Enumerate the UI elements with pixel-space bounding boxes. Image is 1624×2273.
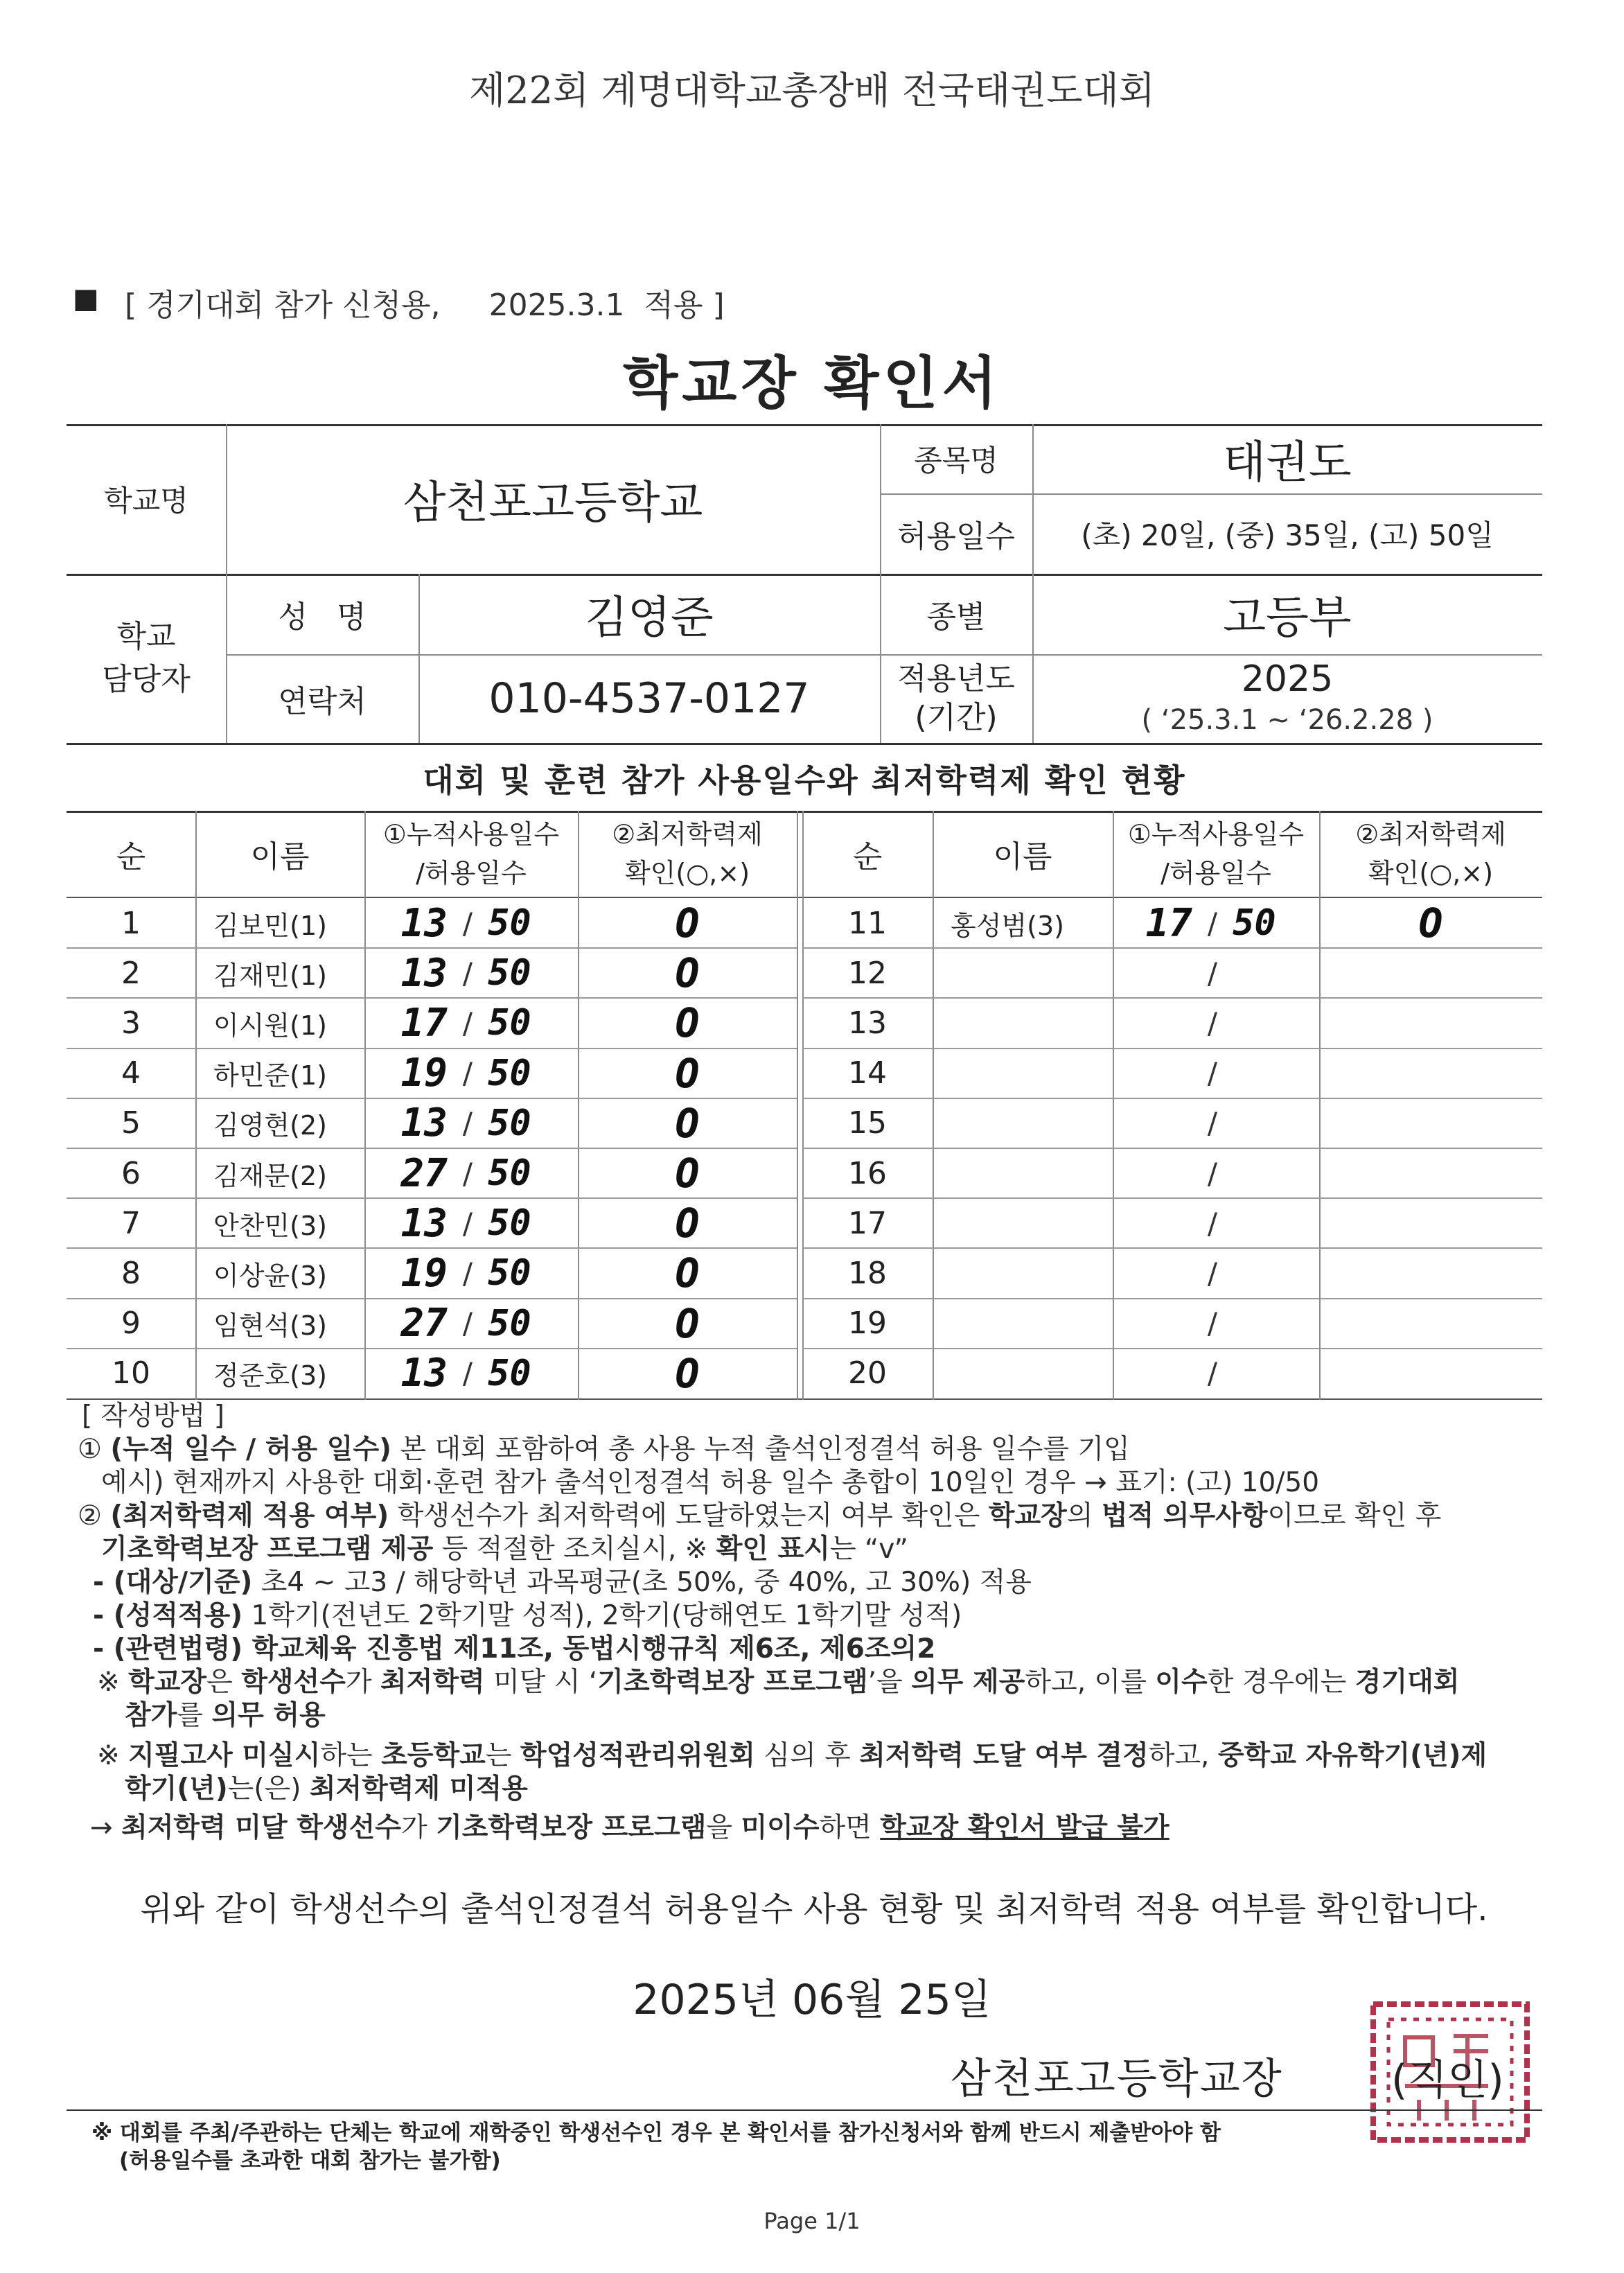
school-value: 삼천포고등학교 [403,477,703,529]
slash-separator: / [1207,1056,1218,1091]
used-days: 13 [400,1351,448,1396]
form-meta-bullet: ■ [73,283,99,315]
row-1-name: 김보민(1) [213,910,327,941]
allowed-days: 50 [488,1052,531,1094]
remark-2-c: 하는 [320,1740,382,1771]
row-7-check: O [675,1200,700,1247]
note-1-bold: (누적 일수 / 허용 일수) [110,1434,391,1465]
slash-separator: / [462,1006,473,1040]
name-label: 성 명 [278,599,367,635]
row-11-name: 홍성범(3) [951,910,1064,941]
col-header-no-left: 순 [116,839,146,875]
row-18-number: 18 [848,1255,887,1291]
slash-separator: / [1207,1106,1218,1141]
row-16-name [933,1148,1113,1198]
year-period: ( ‘25.3.1 ~ ‘26.2.28 ) [1141,704,1433,736]
row-5-name: 김영현(2) [213,1110,327,1141]
note-2-bold-2: 학교장 [988,1500,1067,1532]
note-2 [78,1500,1441,1533]
row-9-check: O [675,1299,700,1347]
col-header-name-left: 이름 [250,839,310,875]
used-days: 13 [400,1200,448,1246]
phone-label: 연락처 [278,684,367,719]
detail-law-text: 학교체육 진흥법 제11조, 동법시행규칙 제6조, 제6조의2 [242,1633,936,1665]
col-header-check-right: ②최저학력제 확인(○,×) [1355,819,1506,888]
col-header-check-left: ②최저학력제 확인(○,×) [612,819,763,888]
row-11-number: 11 [848,905,887,941]
row-18-days [1113,1248,1319,1298]
row-1-check: O [675,899,700,947]
remark-2-j: 중학교 자유학기(년)제 [1217,1740,1488,1771]
row-2-days [364,948,578,998]
remark-2-line-2-b: 는(은) [227,1773,310,1805]
row-1-days [364,898,578,948]
slash-separator: / [1207,1206,1218,1240]
remark-1-f: 최저학력 [380,1667,485,1698]
col-header-days-right: ①누적사용일수 /허용일수 [1127,819,1305,888]
remark-3-h: 학교장 확인서 발급 불가 [880,1812,1170,1843]
remark-3-d: 기초학력보장 프로그램 [436,1812,707,1843]
row-6-days [364,1148,578,1198]
event-value: 태권도 [1223,437,1352,489]
remark-1-g: 미달 시 ‘ [484,1667,598,1698]
row-7-days [364,1198,578,1248]
form-meta-label: [ 경기대회 참가 신청용, 2025.3.1 적용 ] [125,288,725,323]
row-12-name [933,948,1113,998]
used-days: 27 [400,1301,448,1346]
detail-law-bold: - (관련법령) [93,1633,243,1665]
row-10-days [364,1349,578,1398]
detail-law [93,1633,935,1666]
remark-3-g: 하면 [819,1812,881,1843]
row-8-number: 8 [121,1255,141,1291]
row-14-check [1319,1048,1542,1098]
remark-1-m: 한 경우에는 [1207,1667,1355,1698]
slash-separator: / [462,1056,473,1091]
remark-2-i: 하고, [1148,1740,1218,1771]
col-header-name-right: 이름 [993,839,1052,875]
contact-label: 학교 담당자 [102,619,191,697]
row-17-name [933,1198,1113,1248]
allowed-value: (초) 20일, (중) 35일, (고) 50일 [1081,518,1494,552]
allowed-days: 50 [488,1102,531,1144]
slash-separator: / [462,1156,473,1191]
row-13-check [1319,998,1542,1048]
remark-2-d: 초등학교 [381,1740,486,1771]
remark-2-f: 학업성적관리위원회 [520,1740,755,1771]
allowed-days: 50 [488,902,531,945]
footer-line-1: ※ 대회를 주최/주관하는 단체는 학교에 재학중인 학생선수인 경우 본 확인서를 참가신청서와 함께 반드시 제출받아야 함 [91,2121,1221,2145]
allowed-days: 50 [488,1202,531,1245]
row-16-number: 16 [848,1155,887,1191]
col-header-days-left: ①누적사용일수 /허용일수 [382,819,560,888]
event-title: 제22회 계명대학교총장배 전국태권도대회 [469,69,1155,112]
division-value: 고등부 [1223,593,1352,644]
remark-2-h: 최저학력 도달 여부 결정 [859,1740,1149,1771]
row-1-number: 1 [121,905,141,941]
slash-separator: / [462,1356,473,1391]
note-2-line-2-bold-2: 확인 표시 [716,1534,830,1565]
row-20-name [933,1349,1113,1398]
used-days: 19 [400,1051,448,1096]
row-3-number: 3 [121,1005,141,1041]
row-3-check: O [675,999,700,1047]
row-8-check: O [675,1249,700,1297]
note-2-line-2-text-2: 는 “v” [829,1534,908,1565]
row-12-days [1113,948,1319,998]
row-19-days [1113,1299,1319,1349]
slash-separator: / [462,956,473,990]
detail-grades-bold: - (성적적용) [93,1600,243,1631]
note-1-text: 본 대회 포함하여 총 사용 누적 출석인정결석 허용 일수를 기입 [391,1434,1130,1465]
remark-2 [97,1739,1487,1773]
doc-title: 학교장 확인서 [623,351,1001,416]
note-2-text-3: 이므로 확인 후 [1267,1500,1442,1532]
remark-1-e: 가 [345,1667,380,1698]
row-20-check [1319,1349,1542,1398]
row-16-days [1113,1148,1319,1198]
note-2-number: ② [78,1500,102,1532]
remark-3-c: 가 [400,1812,436,1843]
status-title: 대회 및 훈련 참가 사용일수와 최저학력제 확인 현황 [423,762,1186,799]
detail-target-bold: - (대상/기준) [93,1567,253,1598]
remark-3-a: → [90,1812,122,1843]
row-18-name [933,1248,1113,1298]
seal-label: (직인) [1391,2056,1504,2105]
remark-1-d: 학생선수 [241,1667,346,1698]
name-value: 김영준 [585,593,714,644]
table-vline-4 [797,811,798,1400]
remark-1-b: 학교장 [128,1667,207,1698]
row-15-number: 15 [848,1105,887,1141]
allowed-days: 50 [488,1152,531,1195]
row-4-check: O [675,1049,700,1097]
footer-rule [67,2109,1542,2111]
division-label: 종별 [926,599,986,635]
row-10-name: 정준호(3) [213,1360,327,1392]
row-11-days [1113,898,1319,948]
row-17-days [1113,1198,1319,1248]
remark-1-line-2 [125,1699,326,1732]
used-days: 19 [400,1250,448,1296]
row-7-name: 안찬민(3) [213,1210,327,1241]
remark-1 [97,1666,1460,1699]
remark-3-e: 을 [706,1812,741,1843]
detail-target-text: 초4 ~ 고3 / 해당학년 과목평균(초 50%, 중 40%, 고 30%) 적용 [252,1567,1032,1598]
row-4-name: 하민준(1) [213,1060,327,1091]
detail-grades-text: 1학기(전년도 2학기말 성적), 2학기(당해연도 1학기말 성적) [242,1600,962,1631]
allowed-days: 50 [488,1002,531,1044]
row-13-name [933,998,1113,1048]
slash-separator: / [1207,1006,1218,1040]
row-14-number: 14 [848,1055,887,1091]
slash-separator: / [1207,906,1218,940]
used-days: 27 [400,1150,448,1196]
allowed-label: 허용일수 [897,519,1015,554]
row-4-days [364,1048,578,1098]
row-11-check: O [1418,899,1443,947]
allowed-days: 50 [488,1302,531,1344]
remark-1-a: ※ [97,1667,129,1698]
row-19-number: 19 [848,1306,887,1342]
note-2-line-2 [101,1533,908,1566]
used-days: 13 [400,900,448,946]
signer-name: 삼천포고등학교장 [951,2055,1283,2103]
row-12-number: 12 [848,955,887,991]
slash-separator: / [462,1306,473,1341]
note-2-text-2: 의 [1066,1500,1102,1532]
row-8-days [364,1248,578,1298]
note-2-line-2-bold: 기초학력보장 프로그램 제공 [101,1534,434,1565]
row-17-check [1319,1198,1542,1248]
page-number: Page 1/1 [764,2208,860,2234]
remark-2-b: 지필고사 미실시 [128,1740,321,1771]
used-days: 13 [400,950,448,996]
row-9-name: 임현석(3) [213,1310,327,1342]
row-3-name: 이시원(1) [213,1010,327,1041]
row-18-check [1319,1248,1542,1298]
slash-separator: / [462,1106,473,1141]
remark-3-b: 최저학력 미달 학생선수 [121,1812,401,1843]
remark-2-a: ※ [97,1740,129,1771]
row-6-name: 김재문(2) [213,1160,327,1191]
row-17-number: 17 [848,1205,887,1241]
row-15-name [933,1098,1113,1148]
col-header-no-right: 순 [852,839,883,875]
row-4-number: 4 [121,1055,141,1091]
row-5-number: 5 [121,1105,141,1141]
row-19-name [933,1299,1113,1349]
row-13-days [1113,998,1319,1048]
slash-separator: / [1207,956,1218,990]
slash-separator: / [1207,1356,1218,1391]
row-12-check [1319,948,1542,998]
row-15-days [1113,1098,1319,1148]
school-label: 학교명 [104,484,188,518]
remark-1-j: 의무 제공 [911,1667,1025,1698]
slash-separator: / [462,906,473,940]
row-13-number: 13 [848,1005,887,1041]
remark-2-line-2-a: 학기(년) [125,1773,228,1805]
slash-separator: / [1207,1306,1218,1341]
remark-2-g: 심의 후 [754,1740,860,1771]
row-7-number: 7 [121,1205,141,1241]
note-2-bold-3: 법적 의무사항 [1101,1500,1268,1532]
note-2-text: 학생선수가 최저학력에 도달하였는지 여부 확인은 [389,1500,989,1532]
detail-target [93,1566,1032,1599]
remark-1-h: 기초학력보장 프로그램 [597,1667,868,1698]
phone-value: 010-4537-0127 [488,674,810,723]
row-20-days [1113,1349,1319,1398]
row-2-name: 김재민(1) [213,960,327,991]
row-14-name [933,1048,1113,1098]
remark-1-line-2-c: 의무 허용 [211,1700,326,1731]
row-16-check [1319,1148,1542,1198]
row-2-number: 2 [121,955,141,991]
footer-line-2: (허용일수를 초과한 대회 참가는 불가함) [119,2148,501,2173]
row-9-number: 9 [121,1306,141,1342]
remark-1-line-2-a: 참가 [125,1700,177,1731]
note-1-example: 예시) 현재까지 사용한 대회·훈련 참가 출석인정결석 허용 일수 총합이 10일인 경우 → 표기: (고) 10/50 [101,1467,1320,1498]
row-10-number: 10 [112,1355,150,1392]
row-6-check: O [675,1150,700,1197]
remark-1-n: 경기대회 [1354,1667,1460,1698]
row-3-days [364,998,578,1048]
row-14-days [1113,1048,1319,1098]
remark-1-c: 은 [206,1667,242,1698]
allowed-days: 50 [488,1352,531,1394]
remark-1-i: ’을 [867,1667,912,1698]
slash-separator: / [462,1256,473,1290]
issue-date: 2025년 06월 25일 [633,1976,991,2024]
row-5-check: O [675,1099,700,1147]
row-19-check [1319,1299,1542,1349]
remark-3 [90,1811,1170,1845]
row-5-days [364,1098,578,1148]
remark-2-e: 는 [485,1740,520,1771]
allowed-days: 50 [488,952,531,994]
row-8-name: 이상윤(3) [213,1260,327,1291]
row-10-check: O [675,1349,700,1397]
slash-separator: / [1207,1156,1218,1191]
row-6-number: 6 [121,1155,141,1191]
used-days: 13 [400,1100,448,1146]
used-days: 17 [1145,900,1192,946]
row-20-number: 20 [848,1355,887,1392]
remark-1-line-2-b: 를 [177,1700,212,1731]
remark-2-line-2-c: 최저학력제 미적용 [309,1773,528,1805]
remark-1-k: 하고, 이를 [1025,1667,1156,1698]
note-1-number: ① [78,1434,102,1465]
allowed-days: 50 [1233,902,1276,945]
event-label: 종목명 [914,444,998,477]
confirm-text: 위와 같이 학생선수의 출석인정결석 허용일수 사용 현황 및 최저학력 적용 여부를 확인합니다. [140,1890,1488,1929]
remark-2-line-2 [125,1773,528,1806]
remark-1-l: 이수 [1155,1667,1208,1698]
year-label: 적용년도 (기간) [897,661,1015,735]
note-1 [78,1433,1130,1466]
row-2-check: O [675,949,700,997]
used-days: 17 [400,1000,448,1046]
row-15-check [1319,1098,1542,1148]
note-2-bold: (최저학력제 적용 여부) [110,1500,389,1532]
row-9-days [364,1299,578,1349]
slash-separator: / [1207,1256,1218,1290]
notes-heading: [ 작성방법 ] [82,1401,224,1432]
slash-separator: / [462,1206,473,1240]
note-2-line-2-text: 등 적절한 조치실시, ※ [433,1534,716,1565]
remark-3-f: 미이수 [741,1812,820,1843]
detail-grades [93,1599,962,1633]
table-bottom-rule [67,1398,1542,1400]
info-bottom-rule [67,743,1542,745]
allowed-days: 50 [488,1252,531,1295]
year-value: 2025 [1241,658,1334,700]
